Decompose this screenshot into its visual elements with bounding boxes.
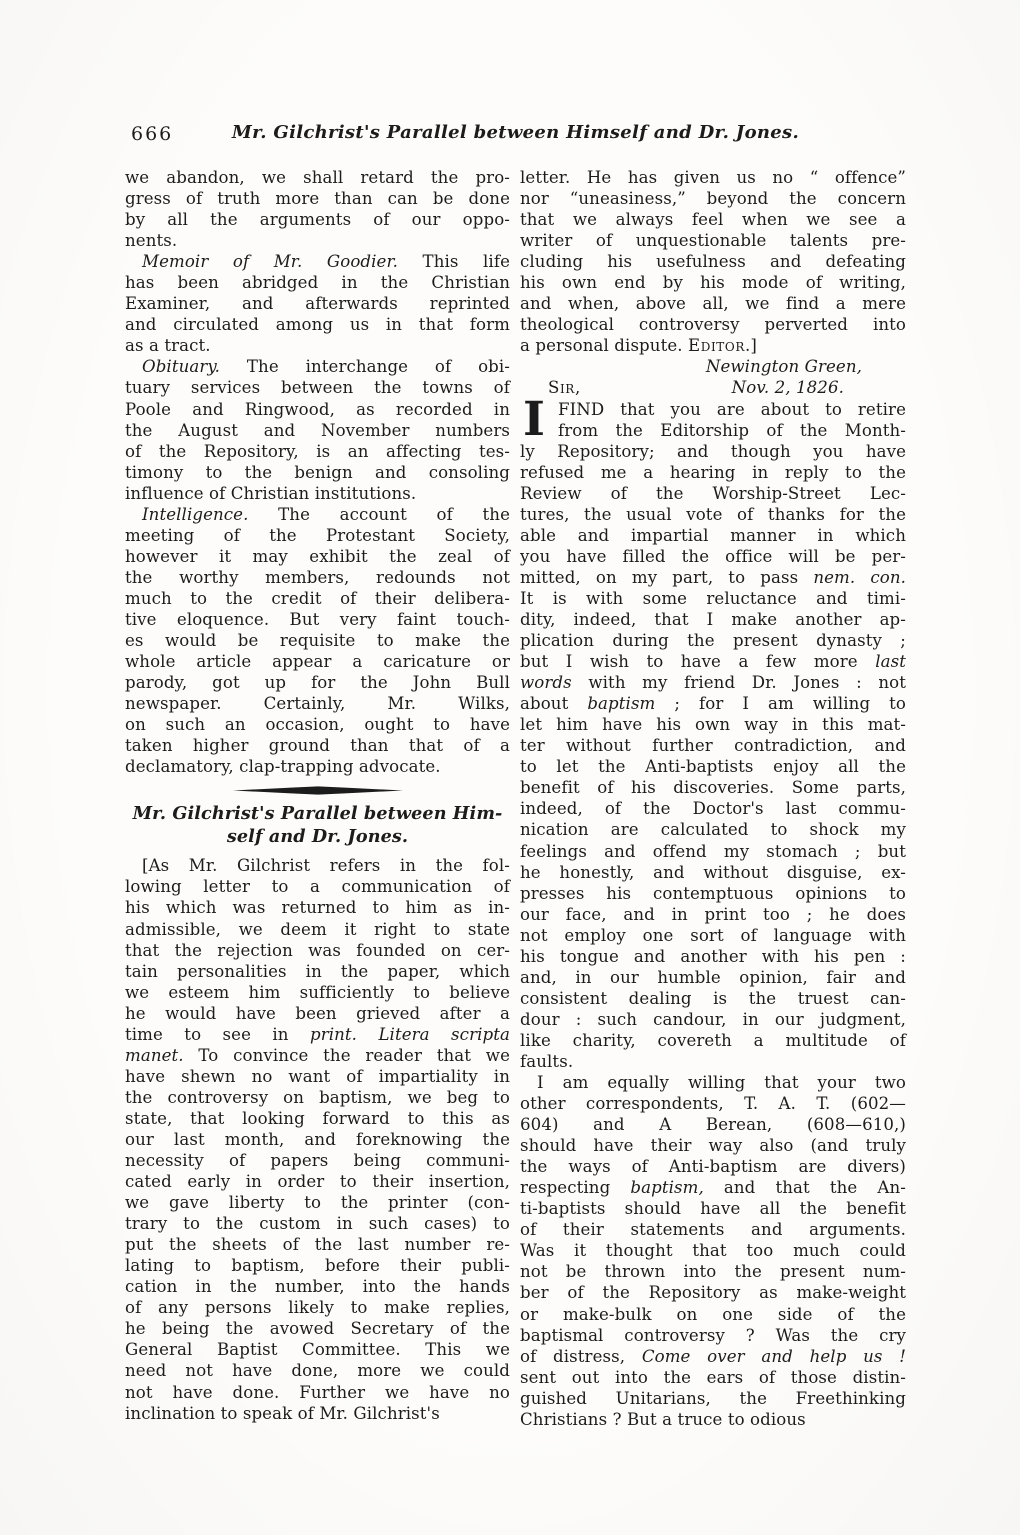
text-line [125,1234,510,1255]
text-line [125,897,510,918]
text-line [520,525,906,546]
text: time to see in [125,1024,310,1044]
text: not have done. Further we have no [125,1382,510,1402]
text-line [520,1177,906,1198]
text-line [520,988,906,1009]
text: mitted, on my part, to pass [520,567,814,587]
text: need not have done, more we could [125,1361,510,1381]
text-line [520,462,906,483]
text: letter. He has given us no “ offence” [520,168,906,187]
text-line [520,188,906,209]
text: influence of Christian institutions. [125,483,417,503]
text-line [520,756,906,777]
text: state, that looking forward to this as [125,1108,510,1128]
text: ber of the Repository as make-weight [520,1283,906,1303]
text: gress of truth more than can be done [125,189,510,209]
text: able and impartial manner in which [520,525,906,545]
text: necessity of papers being communi- [125,1151,510,1171]
divider-ornament-icon [233,786,403,795]
text: we gave liberty to the printer (con- [125,1193,510,1213]
text: admissible, we deem it right to state [125,919,510,939]
text: General Baptist Committee. This we [125,1340,510,1360]
text: ly Repository; and though you have [520,441,906,461]
text-line [520,609,906,630]
text: of the Repository, is an affecting tes- [125,441,510,461]
text-line [520,883,906,904]
section-divider [125,780,510,800]
text-line [520,925,906,946]
text: To convince the reader that we [183,1045,510,1065]
text-line [125,1276,510,1297]
text: cation in the number, into the hands [125,1277,510,1297]
text-line [520,588,906,609]
text-line [125,546,510,567]
text: nents. [125,231,178,251]
text: not employ one sort of language with [520,925,906,945]
article-heading-line [125,825,510,848]
text-line [125,1045,510,1066]
text-line [125,314,510,335]
text-line [520,1051,906,1072]
text: has been abridged in the Christian [125,273,510,293]
text: the ways of Anti-baptism are divers) [520,1157,906,1177]
text-line [520,1219,906,1240]
text: ; for I am willing to [655,694,906,714]
text: I am equally willing that your two [537,1073,906,1093]
text-line [125,1066,510,1087]
text: Poole and Ringwood, as recorded in [125,399,510,419]
text: consistent dealing is the truest can- [520,988,906,1008]
column-left [125,167,510,1430]
smallcaps-text: Editor [688,336,745,356]
text-line [125,567,510,588]
text: respecting [520,1178,631,1198]
italic-text: self and Dr. Jones. [226,826,409,848]
dateline [732,377,844,398]
text: baptismal controversy ? Was the cry [520,1325,906,1345]
text: trary to the custom in such cases) to [125,1214,510,1234]
text: and, in our humble opinion, fair and [520,967,906,987]
text: guished Unitarians, the Freethinking [520,1388,906,1408]
text-line [520,862,906,883]
text: This life [398,252,510,272]
text-line [125,462,510,483]
text: put the sheets of the last number re- [125,1235,510,1255]
text-line [520,546,906,567]
text-line [520,504,906,525]
italic-text: Nov. 2, 1826. [731,378,844,398]
text-line [520,483,906,504]
text-line [125,293,510,314]
text-line [125,1339,510,1360]
running-title: Mr. Gilchrist's Parallel between Himself and Dr. Jones. [231,122,800,143]
text-line [520,904,906,925]
text-line [520,1198,906,1219]
text-line [125,609,510,630]
text: with my friend Dr. Jones : not [571,673,906,693]
text-line [520,714,906,735]
text: timony to the benign and consoling [125,462,510,482]
text-line [520,1093,906,1114]
text: we abandon, we shall retard the pro- [125,168,510,187]
italic-text: Memoir of Mr. Goodier. [142,252,399,272]
text: tuary services between the towns of [125,378,510,398]
text-line [125,356,510,377]
text: .] [744,336,757,356]
text-line [125,1318,510,1339]
text-line [520,441,906,462]
text: by all the arguments of our oppo- [125,210,510,230]
text: parody, got up for the John Bull [125,673,510,693]
text: meeting of the Protestant Society, [125,525,510,545]
text: cluding his usefulness and defeating [520,252,906,272]
italic-text: last [875,652,906,672]
italic-text: nem. con. [813,567,906,587]
text: that the rejection was founded on cer- [125,940,510,960]
text-line [125,876,510,897]
text: however it may exhibit the zeal of [125,546,510,566]
text: let him have his own way in this mat- [520,715,906,735]
text: declamatory, clap-trapping advocate. [125,757,441,777]
text-line [520,272,906,293]
text-line [520,1388,906,1409]
text-line [125,420,510,441]
text: of their statements and arguments. [520,1220,906,1240]
text-line [520,420,906,441]
text: tain personalities in the paper, which [125,961,510,981]
text: our face, and in print too ; he does [520,904,906,924]
text: the worthy members, redounds not [125,567,510,587]
text: of any persons likely to make replies, [125,1298,510,1318]
text-line [520,735,906,756]
text-line [125,982,510,1003]
text: the August and November numbers [125,420,510,440]
text: should have their way also (and truly [520,1136,906,1156]
text-line [520,251,906,272]
text: his own end by his mode of writing, [520,273,906,293]
text-line [125,588,510,609]
text-line [520,1030,906,1051]
text-line [520,672,906,693]
text-line [125,230,510,251]
text-line [520,777,906,798]
text: ter without further contradiction, and [520,736,906,756]
text: newspaper. Certainly, Mr. Wilks, [125,694,510,714]
text-line [125,1297,510,1318]
text: writer of unquestionable talents pre- [520,231,906,251]
text-line [125,919,510,940]
text-line [125,1150,510,1171]
text: lating to baptism, before their publi- [125,1256,510,1276]
text-line [125,441,510,462]
text: dour : such candour, in our judgment, [520,1009,906,1029]
text: the controversy on baptism, we beg to [125,1087,510,1107]
text: sent out into the ears of those distin- [520,1367,906,1387]
text-line [520,819,906,840]
text: plication during the present dynasty ; [520,631,906,651]
text: his tongue and another with his pen : [520,946,906,966]
page-number: 666 [131,123,174,145]
text-line [125,1171,510,1192]
text: not be thrown into the present num- [520,1262,906,1282]
italic-text: Mr. Gilchrist's Parallel between Him- [132,803,503,825]
text: theological controversy perverted into [520,315,906,335]
text-line [520,567,906,588]
text: cated early in order to their insertion, [125,1172,510,1192]
text-line [125,1192,510,1213]
text-line [125,335,510,356]
text: taken higher ground than that of a [125,736,510,756]
text-line [520,798,906,819]
text: and that the An- [703,1178,906,1198]
text: lowing letter to a communication of [125,877,510,897]
text: our last month, and foreknowing the [125,1129,510,1149]
spacer [125,848,510,855]
italic-text: baptism [587,694,656,714]
text-line [520,967,906,988]
text: ti-baptists should have all the benefit [520,1199,906,1219]
text-line [125,1360,510,1381]
text: refused me a hearing in reply to the [520,462,906,482]
text-line [125,1024,510,1045]
text: Christians ? But a truce to odious [520,1409,806,1429]
text: FIND that you are about to retire [558,399,906,419]
text: presses his contemptuous opinions to [520,883,906,903]
text-line [125,756,510,777]
text-line [125,1213,510,1234]
text: but I wish to have a few more [520,652,876,672]
text-line [520,1282,906,1303]
text: of distress, [520,1346,642,1366]
text: inclination to speak of Mr. Gilchrist's [125,1403,440,1423]
text: tive eloquence. But very faint touch- [125,609,510,629]
text-line [520,1367,906,1388]
text: from the Editorship of the Month- [558,420,906,440]
text-line [520,293,906,314]
text: It is with some reluctance and timi- [520,588,906,608]
text-line [125,1003,510,1024]
italic-text: Come over and help us ! [641,1346,906,1366]
article-heading-line [125,802,510,825]
text-line [125,855,510,876]
text-line [520,1240,906,1261]
text-line [125,399,510,420]
text: faults. [520,1051,574,1071]
text-line [520,1261,906,1282]
text: about [520,694,588,714]
text-line [125,525,510,546]
text-line [520,167,906,188]
text: nor “uneasiness,” beyond the concern [520,189,906,209]
text: like charity, covereth a multitude of [520,1030,906,1050]
text-line [520,1135,906,1156]
text-line [125,940,510,961]
text-line [125,167,510,188]
text: dity, indeed, that I make another ap- [520,609,906,629]
text: on such an occasion, ought to have [125,715,510,735]
italic-text: Obituary. [142,357,221,377]
text-line [125,272,510,293]
text: have shewn no want of impartiality in [125,1066,510,1086]
text: [As Mr. Gilchrist refers in the fol- [142,856,510,876]
italic-text: manet. [125,1045,184,1065]
text-line [520,230,906,251]
text: The interchange of obi- [220,357,510,377]
text-line [125,651,510,672]
column-right [520,167,906,1430]
text-line [520,1009,906,1030]
text: his which was returned to him as in- [125,898,510,918]
text-line [520,1114,906,1135]
text-line [125,735,510,756]
smallcaps-text: Sir, [548,378,581,398]
text: he being the avowed Secretary of the [125,1319,510,1339]
drop-cap: I [523,391,545,447]
text: much to the credit of their delibera- [125,588,510,608]
text: whole article appear a caricature or [125,652,510,672]
text-line [125,630,510,651]
text: he honestly, and without disguise, ex- [520,862,906,882]
text-line [520,1409,906,1430]
text: es would be requisite to make the [125,631,510,651]
salutation [548,377,581,398]
italic-text: words [520,673,572,693]
text-line [125,1255,510,1276]
italic-text: Intelligence. [142,504,249,524]
text-line [520,1304,906,1325]
text-line [520,335,906,356]
text-line [520,630,906,651]
text: that we always feel when we see a [520,210,906,230]
text-line [520,841,906,862]
text-line [520,356,906,377]
text: you have filled the office will be per- [520,546,906,566]
text-line [125,714,510,735]
text-line [125,377,510,398]
text: or make-bulk on one side of the [520,1304,906,1324]
text-line [520,946,906,967]
text-line [125,1382,510,1403]
text-line [520,1072,906,1093]
text-line [520,209,906,230]
text: Examiner, and afterwards reprinted [125,294,510,314]
text-line [520,1325,906,1346]
text: Review of the Worship-Street Lec- [520,483,906,503]
text-line [125,251,510,272]
text-line [125,1403,510,1424]
text-line [520,1156,906,1177]
text: and circulated among us in that form [125,315,510,335]
italic-text: baptism, [630,1178,704,1198]
text-line [520,693,906,714]
text: a personal dispute. [520,336,689,356]
text: as a tract. [125,336,211,356]
text-line [125,672,510,693]
text-line [125,188,510,209]
italic-text: print. Litera scripta [309,1024,510,1044]
text-line [520,651,906,672]
text: we esteem him sufficiently to believe [125,982,510,1002]
italic-text: Newington Green, [705,357,862,377]
text: 604) and A Berean, (608—610,) [520,1115,906,1135]
text-line [125,1108,510,1129]
text: to let the Anti-baptists enjoy all the [520,757,906,777]
text: other correspondents, T. A. T. (602— [520,1094,906,1114]
text: he would have been grieved after a [125,1003,510,1023]
text-line [125,504,510,525]
page-header [125,121,906,149]
page-body [125,167,906,1430]
text: Was it thought that too much could [520,1241,906,1261]
text-line [125,209,510,230]
text-line [520,1346,906,1367]
text: and when, above all, we find a mere [520,294,906,314]
salutation-dateline [520,377,906,398]
text: benefit of his discoveries. Some parts, [520,778,906,798]
text-line [125,1087,510,1108]
text: feelings and offend my stomach ; but [520,841,906,861]
text: nication are calculated to shock my [520,820,906,840]
text: The account of the [248,504,510,524]
text-line [520,314,906,335]
text-line [125,961,510,982]
text: indeed, of the Doctor's last commu- [520,799,906,819]
text-line [125,693,510,714]
text-line [125,1129,510,1150]
text-line [125,483,510,504]
text: tures, the usual vote of thanks for the [520,504,906,524]
